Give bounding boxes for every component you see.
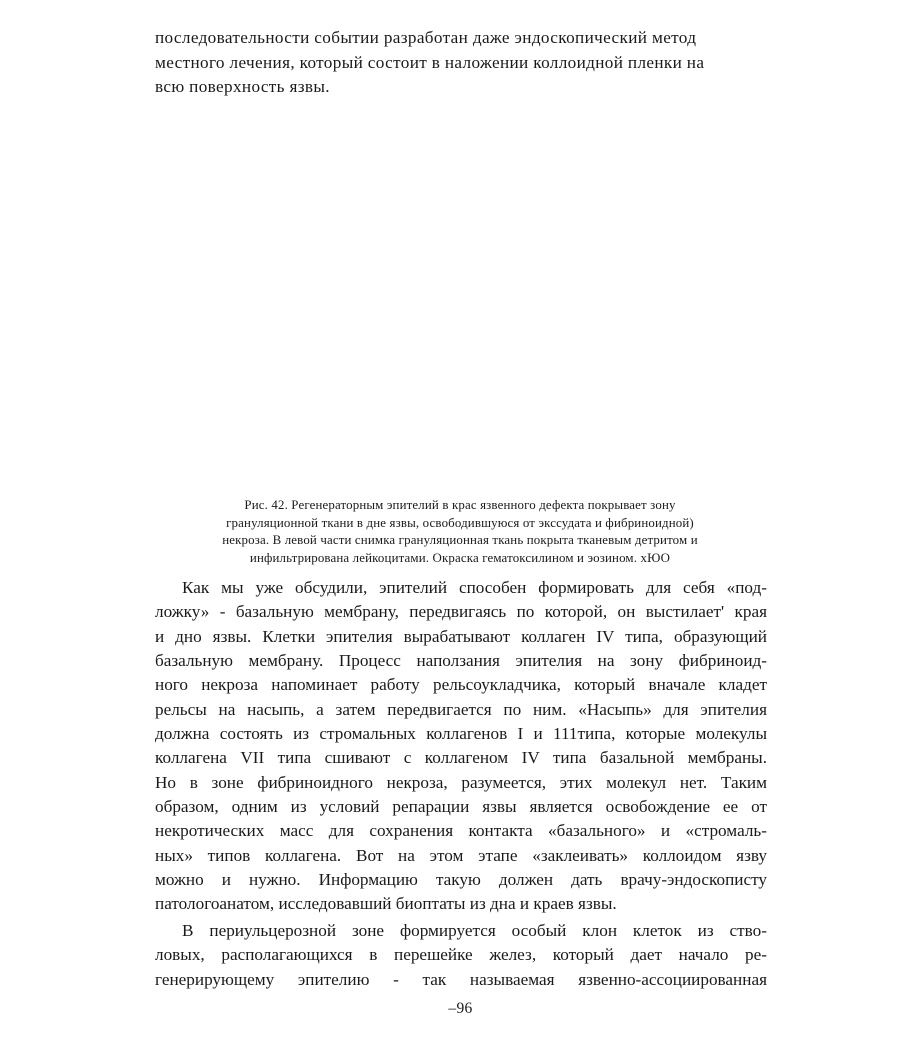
text-line: патологоанатом, исследовавший биоптаты из дна и краев язвы.: [155, 894, 617, 914]
figure-blank-area: [155, 110, 767, 488]
text-line: должна состоять из стромальных коллагенов I и 111типа, которые молекулы: [155, 724, 767, 744]
text-line: местного лечения, который состоит в наложении коллоидной пленки на: [155, 52, 705, 72]
text-line: и дно язвы. Клетки эпителия вырабатывают коллаген IV типа, образующий: [155, 626, 767, 646]
body-paragraph-1: [155, 576, 767, 917]
text-line: ловых, располагающихся в перешейке желез, который дает начало ре-: [155, 945, 767, 965]
figure-caption: [140, 497, 780, 567]
text-line: ложку» - базальную мембрану, передвигаясь по которой, он выстилает' края: [155, 602, 767, 622]
text-line: ного некроза напоминает работу рельсоукладчика, который вначале кладет: [155, 675, 767, 695]
intro-paragraph: [155, 26, 767, 100]
text-line: ных» типов коллагена. Вот на этом этапе «заклеивать» коллоидом язву: [155, 845, 767, 865]
caption-line: некроза. В левой части снимка грануляционная ткань покрыта тканевым детритом и: [222, 533, 698, 548]
text-line: В периульцерозной зоне формируется особый клон клеток из ство-: [182, 921, 767, 940]
text-line: Как мы уже обсудили, эпителий способен формировать для себя «под-: [182, 578, 767, 597]
caption-line: Рис. 42. Регенераторным эпителий в крас язвенного дефекта покрывает зону: [244, 498, 676, 512]
text-line: можно и нужно. Информацию такую должен дать врачу-эндоскописту: [155, 870, 767, 890]
caption-line: инфильтрирована лейкоцитами. Окраска гематоксилином и эозином. хЮО: [249, 550, 671, 565]
page-number: –96: [448, 1000, 473, 1017]
text-line: коллагена VII типа сшивают с коллагеном IV типа базальной мембраны.: [155, 748, 767, 768]
text-line: генерирующему эпителию - так называемая язвенно-ассоциированная: [155, 969, 767, 989]
caption-line: грануляционной ткани в дне язвы, освободившуюся от экссудата и фибриноидной): [226, 515, 694, 530]
text-line: некротических масс для сохранения контакта «базального» и «стромаль-: [155, 821, 767, 841]
text-line: Но в зоне фибриноидного некроза, разумеется, этих молекул нет. Таким: [155, 772, 767, 792]
text-line: всю поверхность язвы.: [155, 77, 330, 96]
body-paragraph-2: [155, 919, 767, 992]
text-line: базальную мембрану. Процесс наползания эпителия на зону фибриноид-: [155, 651, 767, 671]
text-line: образом, одним из условий репарации язвы является освобождение ее от: [155, 797, 767, 817]
text-line: последовательности событии разработан даже эндоскопический метод: [155, 28, 697, 47]
text-line: рельсы на насыпь, а затем передвигается по ним. «Насыпь» для эпителия: [155, 699, 767, 719]
